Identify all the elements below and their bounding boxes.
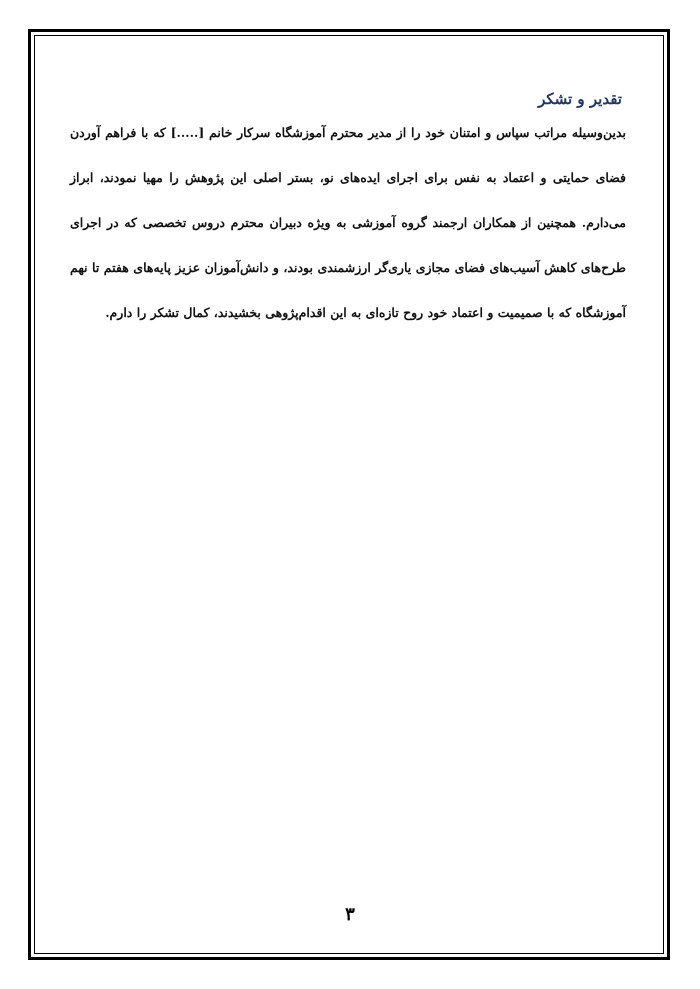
page-number: ۳ bbox=[345, 904, 355, 925]
section-heading: تقدیر و تشکر bbox=[538, 90, 622, 108]
page-content bbox=[70, 88, 626, 335]
acknowledgement-paragraph: بدین‌وسیله مراتب سپاس و امتنان خود را از مدیر محترم آموزشگاه سرکار خانم [.....] که با فراهم آوردن فضای حمایتی و اعتماد به نفس برای اجرای ایده‌های نو، بستر اصلی این پژوهش را مهیا نمودند، ابراز می‌دارم. همچنین از همکاران ارجمند گروه آموزشی به ویژه دبیران محترم دروس تخصصی که در اجرای طرح‌های کاهش آسیب‌های فضای مجازی یاری‌گر ارزشمندی بودند، و دانش‌آموزان عزیز پایه‌های هفتم تا نهم آموزشگاه که با صمیمیت و اعتماد خود روح تازه‌ای به این اقدام‌پژوهی بخشیدند، کمال تشکر را دارم. bbox=[70, 125, 626, 320]
